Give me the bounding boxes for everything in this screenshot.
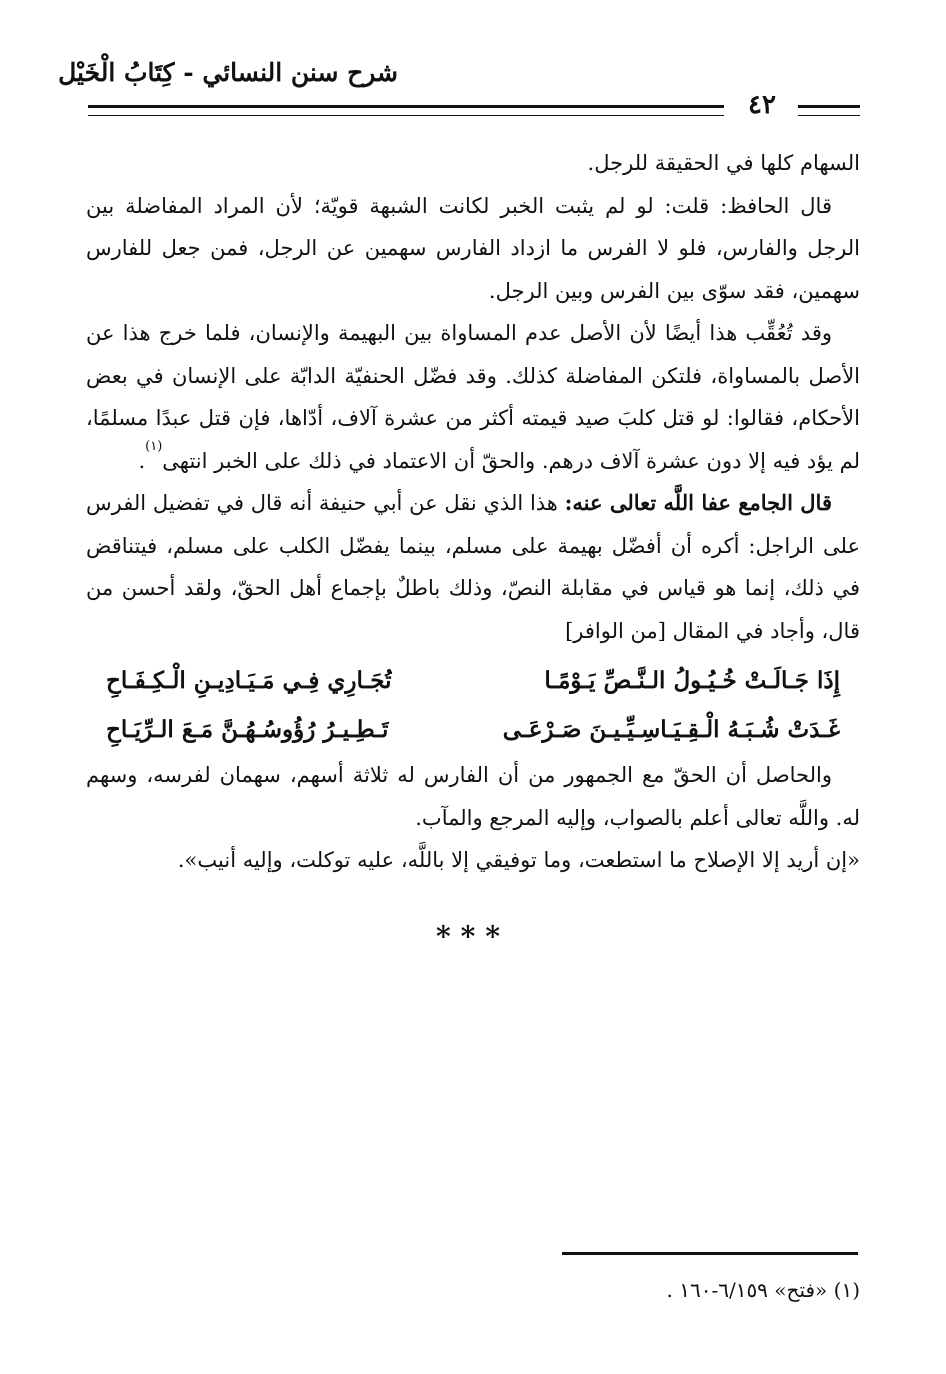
paragraph-text: قال الحافظ: قلت: لو لم يثبت الخبر لكانت الشبهة قويّة؛ لأن المراد المفاضلة بين الرجل والفارس، فلو لا الفرس ما ازداد الفارس سهمين عن الرجل، فمن جعل للفارس سهمين، فقد سوّى بين الفرس وبين الرجل. [86,193,860,303]
header-rule [88,105,724,116]
paragraph-text: وقد تُعُقِّب هذا أيضًا لأن الأصل عدم المساواة بين البهيمة والإنسان، فلما خرج هذا عن الأصل بالمساواة، فلتكن المفاضلة كذلك. وقد فضّل الحنفيّة الدابّة على الإنسان في بعض الأحكام، فقالوا: لو قتل كلبَ صيد قيمته أكثر من عشرة آلاف، أدّاها، فإن قتل عبدًا مسلمًا، لم يؤد فيه إلا دون عشرة آلاف درهم. والحقّ أن الاعتماد في ذلك على الخبر انتهى [86,321,860,473]
poem [86,656,860,754]
paragraph [86,312,860,482]
verse-second-hemistich: تَـطِـيـرُ رُؤُوسُـهُـنَّ مَـعَ الـرِّيَـاحِ [106,716,389,743]
footnote: (١) «فتح» ٦/١٥٩-١٦٠ . [666,1278,860,1302]
verse-second-hemistich: تُجَـارِي فِـي مَـيَـادِيـنِ الْـكِـفَـاحِ [106,667,392,694]
paragraph-text: السهام كلها في الحقيقة للرجل. [587,151,860,175]
paragraph [86,482,860,652]
running-header-title: شرح سنن النسائي - كِتَابُ الْخَيْل [58,58,398,87]
page-number: ٤٢ [748,90,776,120]
paragraph [86,142,860,185]
paragraph [86,754,860,839]
poem-verse [86,705,860,754]
verse-first-hemistich: إِذَا جَـالَـتْ خُـيُـولُ الـنَّـصِّ يَـوْمًـا [544,667,840,694]
section-separator: *** [436,920,510,953]
footnote-rule [562,1252,858,1255]
paragraph-tail: . [138,448,146,473]
paragraph [86,185,860,313]
footnote-reference[interactable]: (١) [145,438,163,454]
closing-quote [86,839,860,882]
paragraph-text: «إن أريد إلا الإصلاح ما استطعت، وما توفيقي إلا باللَّه، عليه توكلت، وإليه أنيب». [177,848,860,872]
paragraph-text: هذا الذي نقل عن أبي حنيفة أنه قال في تفضيل الفرس على الراجل: أكره أن أفضّل بهيمة على مسلم، بينما يفضّل الكلب على مسلم، فيتناقض في ذلك، إنما هو قياس في مقابلة النصّ، وذلك باطلٌ بإجماع أهل الحقّ، ولقد أحسن من قال، وأجاد في المقال [من الوافر] [86,491,860,643]
paragraph-text: والحاصل أن الحقّ مع الجمهور من أن الفارس له ثلاثة أسهم، سهمان لفرسه، وسهم له. واللَّه تعالى أعلم بالصواب، وإليه المرجع والمآب. [86,763,860,830]
header-rule-short [798,105,860,116]
main-text [86,142,860,882]
poem-verse [86,656,860,705]
verse-first-hemistich: غَـدَتْ شُـبَـهُ الْـقِـيَـاسِـيِّـيـنَ صَـرْعَـى [502,716,840,743]
author-remark-label: قال الجامع عفا اللَّه تعالى عنه: [564,490,832,515]
